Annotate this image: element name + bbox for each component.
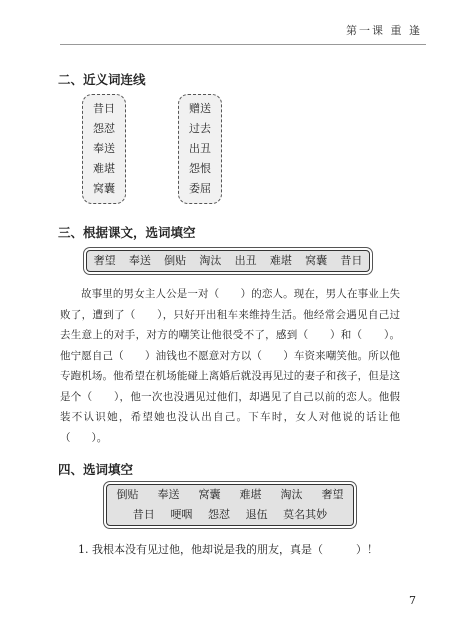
word-bank-item: 奉送 (128, 254, 151, 267)
header-divider (60, 44, 426, 45)
word-bank-item: 倒贴 (116, 488, 139, 501)
section4-word-bank (106, 484, 354, 526)
right-word: 委屈 (189, 182, 211, 195)
word-bank-item: 昔日 (132, 508, 155, 521)
page-number: 7 (409, 594, 416, 607)
right-word: 赠送 (189, 102, 211, 115)
section3-title: 三、根据课文，选词填空 (58, 225, 196, 240)
word-bank-item: 窝囊 (305, 254, 328, 267)
passage-text: 故事里的男女主人公是一对（ ）的恋人。现在，男人在事业上失败了，遭到了（ ），只好开出租车来维持生活。他经常会遇见自己过去生意上的对手，对方的嘲笑让他很受不了，感到（ ）和（ ）。他宁愿自己（ ）油钱也不愿意对方以（ ）车资来嘲笑他。所以他专跑机场。他希望在机场能碰上离婚后就没再见过的妻子和孩子，但是这是个（ ），他一次也没遇见过他们，却遇见了自己以前的恋人。他假装不认识她，希望她也没认出自己。下车时，女人对他说的话让他（ ）。 (60, 288, 400, 444)
word-bank-item: 倒贴 (164, 254, 187, 267)
left-word: 昔日 (93, 102, 115, 115)
word-bank-item: 莫名其妙 (283, 508, 328, 521)
word-bank-item: 奢望 (321, 488, 344, 501)
section2-title: 二、近义词连线 (58, 72, 146, 87)
right-word: 怨恨 (189, 162, 211, 175)
word-bank-item: 昔日 (340, 254, 363, 267)
word-bank-item: 难堪 (269, 254, 292, 267)
word-bank-item: 难堪 (239, 488, 262, 501)
word-bank-item: 出丑 (234, 254, 257, 267)
word-bank-item: 奢望 (93, 254, 116, 267)
section3-word-bank (86, 250, 370, 272)
question-1: 1. 我根本没有见过他，他却说是我的朋友，真是（ ）！ (78, 543, 378, 556)
left-word: 怨怼 (93, 122, 115, 135)
left-word-column (82, 94, 126, 204)
right-word-column (178, 94, 222, 204)
word-bank-item: 哽咽 (170, 508, 193, 521)
word-bank-item: 淘汰 (199, 254, 222, 267)
section4-title: 四、选词填空 (58, 462, 134, 477)
chapter-title: 第一课 重 逢 (346, 24, 422, 37)
story-passage (60, 284, 400, 448)
word-bank-item: 退伍 (245, 508, 268, 521)
left-word: 奉送 (93, 142, 115, 155)
right-word: 过去 (189, 122, 211, 135)
word-bank-item: 淘汰 (280, 488, 303, 501)
left-word: 窝囊 (93, 182, 115, 195)
right-word: 出丑 (189, 142, 211, 155)
left-word: 难堪 (93, 162, 115, 175)
word-bank-item: 窝囊 (198, 488, 221, 501)
word-bank-item: 怨怼 (207, 508, 230, 521)
word-bank-item: 奉送 (157, 488, 180, 501)
